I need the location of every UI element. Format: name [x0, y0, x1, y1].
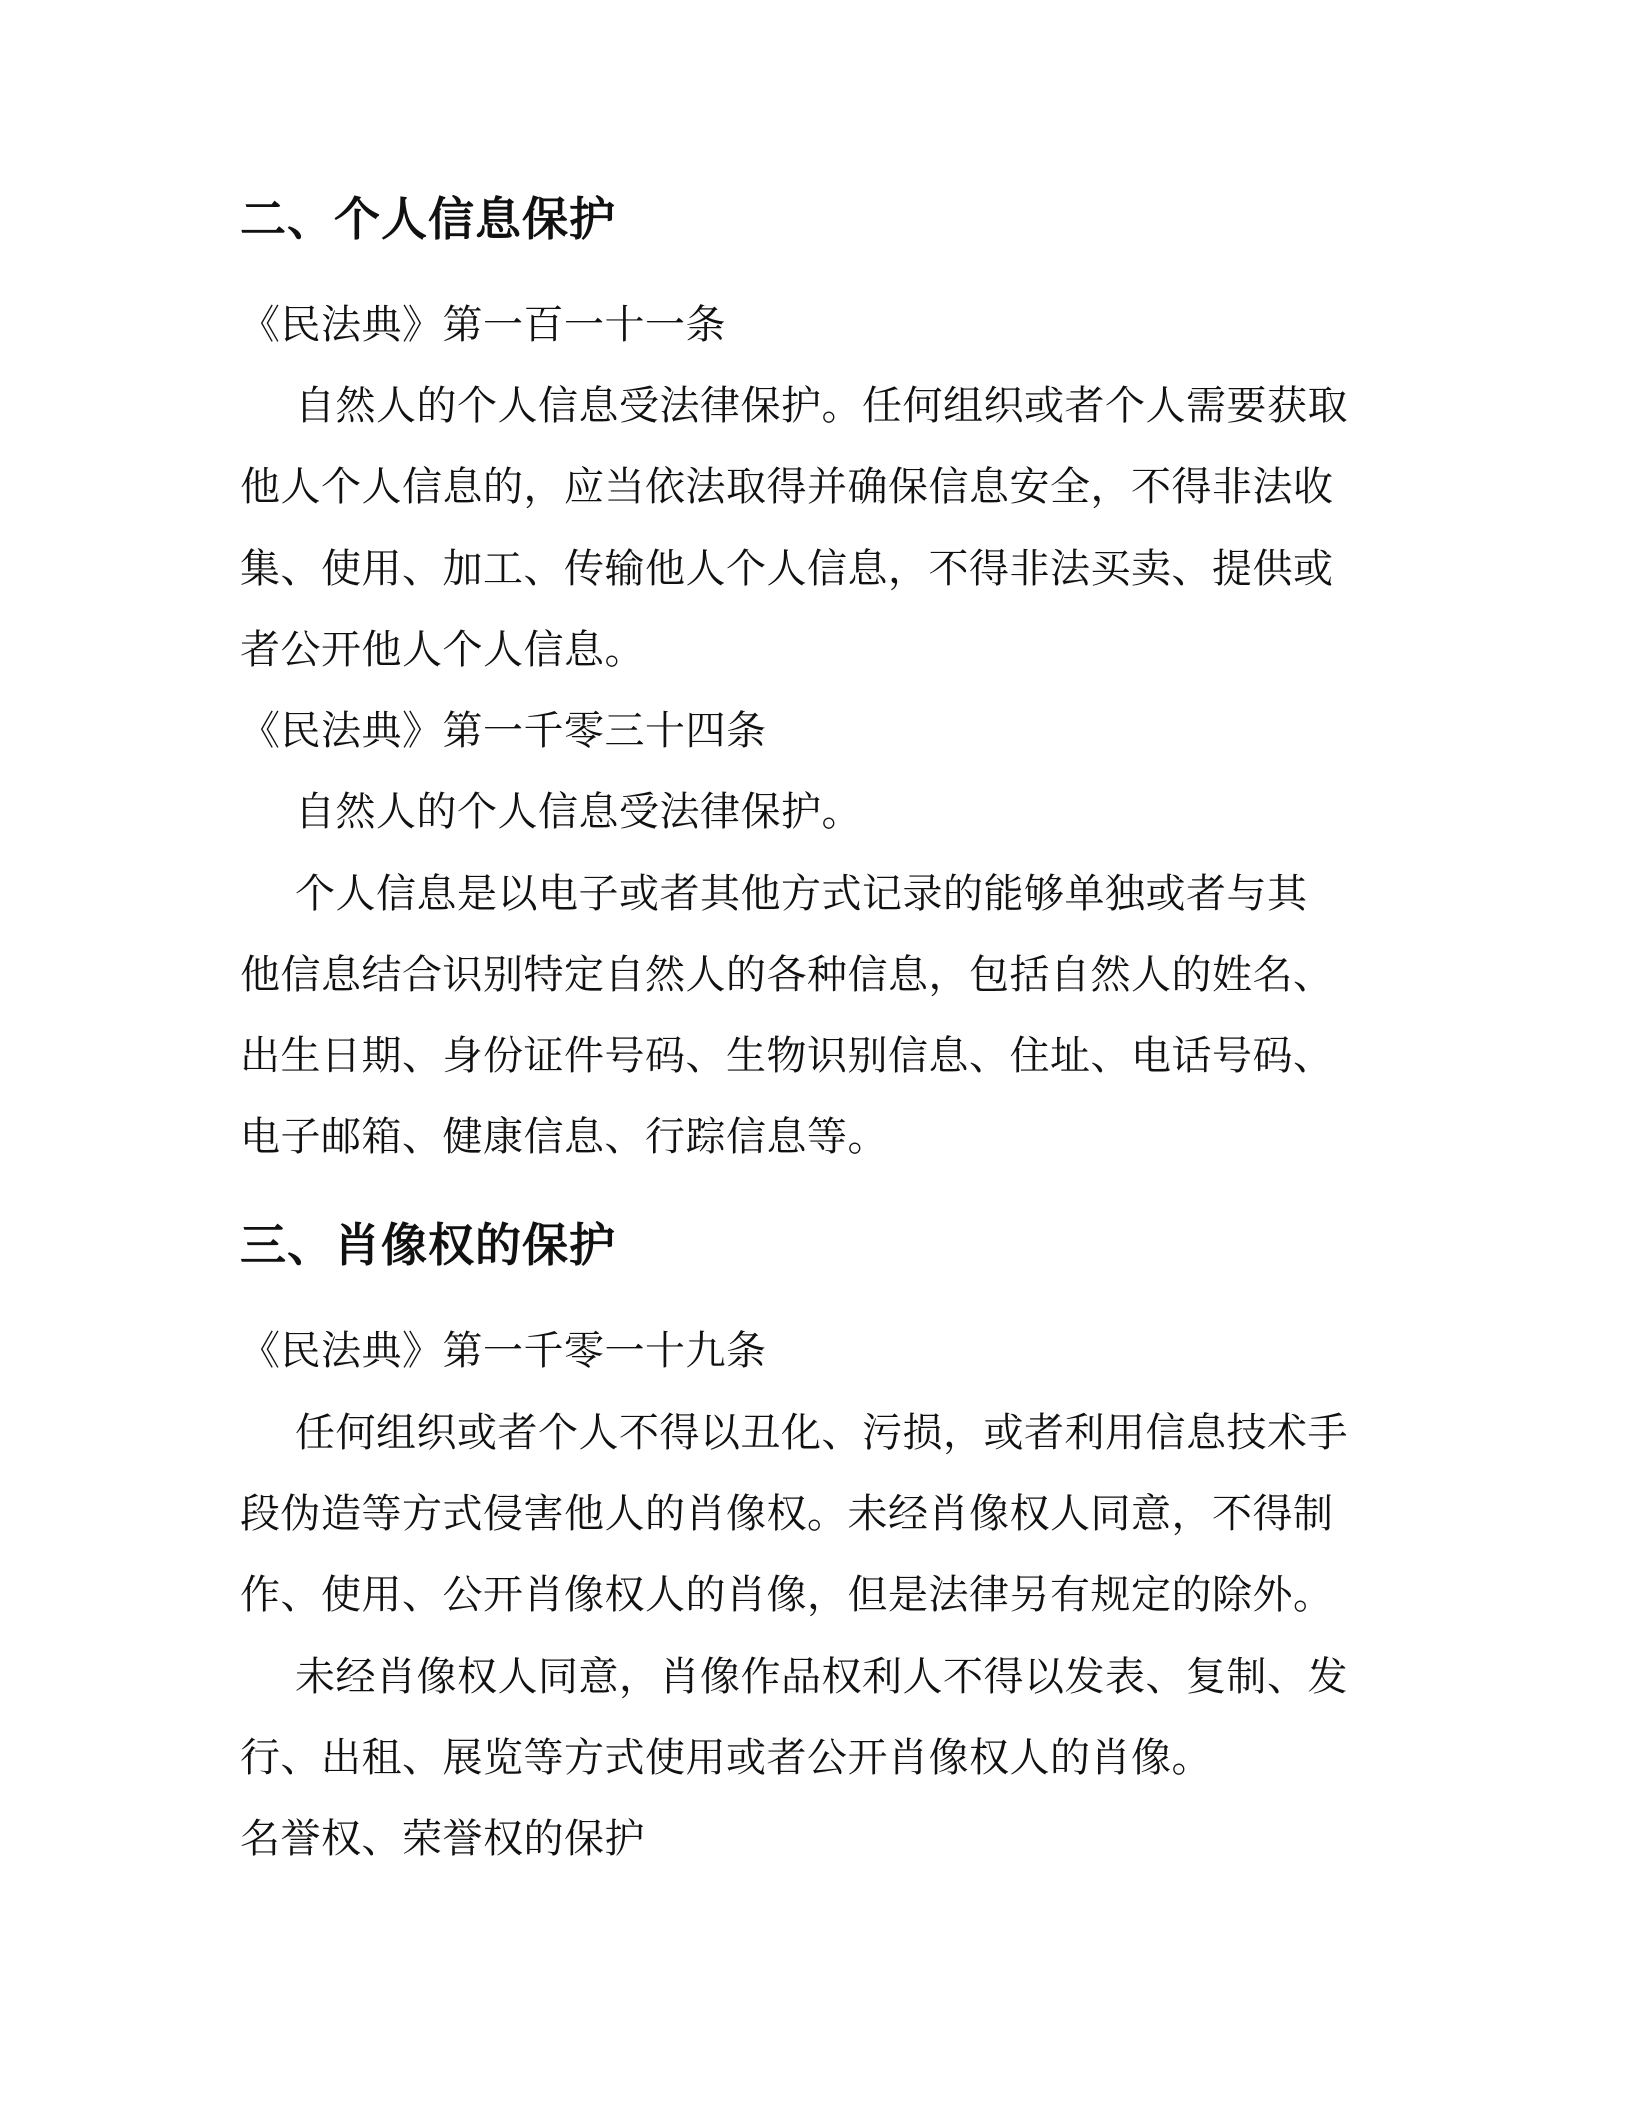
article-1019-paragraph-1-line-2: 段伪造等方式侵害他人的肖像权。未经肖像权人同意，不得制	[240, 1491, 1334, 1537]
article-1034-paragraph-2-line-4: 电子邮箱、健康信息、行踪信息等。	[240, 1114, 888, 1160]
section-heading-personal-information-protection: 二、个人信息保护	[240, 192, 616, 246]
article-title-1019: 《民法典》第一千零一十九条	[240, 1328, 767, 1374]
section-heading-reputation-honor-rights-protection: 名誉权、荣誉权的保护	[240, 1816, 645, 1862]
article-title-1034: 《民法典》第一千零三十四条	[240, 708, 767, 754]
article-111-line-2: 他人个人信息的，应当依法取得并确保信息安全，不得非法收	[240, 464, 1334, 510]
article-1034-paragraph-2-line-3: 出生日期、身份证件号码、生物识别信息、住址、电话号码、	[240, 1033, 1334, 1079]
article-1034-paragraph-2-line-1: 个人信息是以电子或者其他方式记录的能够单独或者与其	[295, 871, 1308, 917]
article-111-line-3: 集、使用、加工、传输他人个人信息，不得非法买卖、提供或	[240, 546, 1334, 592]
article-1034-paragraph-1-line-1: 自然人的个人信息受法律保护。	[295, 789, 862, 835]
article-1034-paragraph-2-line-2: 他信息结合识别特定自然人的各种信息，包括自然人的姓名、	[240, 952, 1334, 998]
section-heading-portrait-rights-protection: 三、肖像权的保护	[240, 1218, 616, 1272]
article-1019-paragraph-2-line-2: 行、出租、展览等方式使用或者公开肖像权人的肖像。	[240, 1735, 1212, 1781]
article-111-line-4: 者公开他人个人信息。	[240, 627, 645, 673]
article-1019-paragraph-2-line-1: 未经肖像权人同意，肖像作品权利人不得以发表、复制、发	[295, 1654, 1348, 1700]
article-1019-paragraph-1-line-1: 任何组织或者个人不得以丑化、污损，或者利用信息技术手	[295, 1410, 1348, 1456]
article-111-line-1: 自然人的个人信息受法律保护。任何组织或者个人需要获取	[295, 383, 1348, 429]
article-1019-paragraph-1-line-3: 作、使用、公开肖像权人的肖像，但是法律另有规定的除外。	[240, 1572, 1334, 1618]
article-title-111: 《民法典》第一百一十一条	[240, 302, 726, 348]
